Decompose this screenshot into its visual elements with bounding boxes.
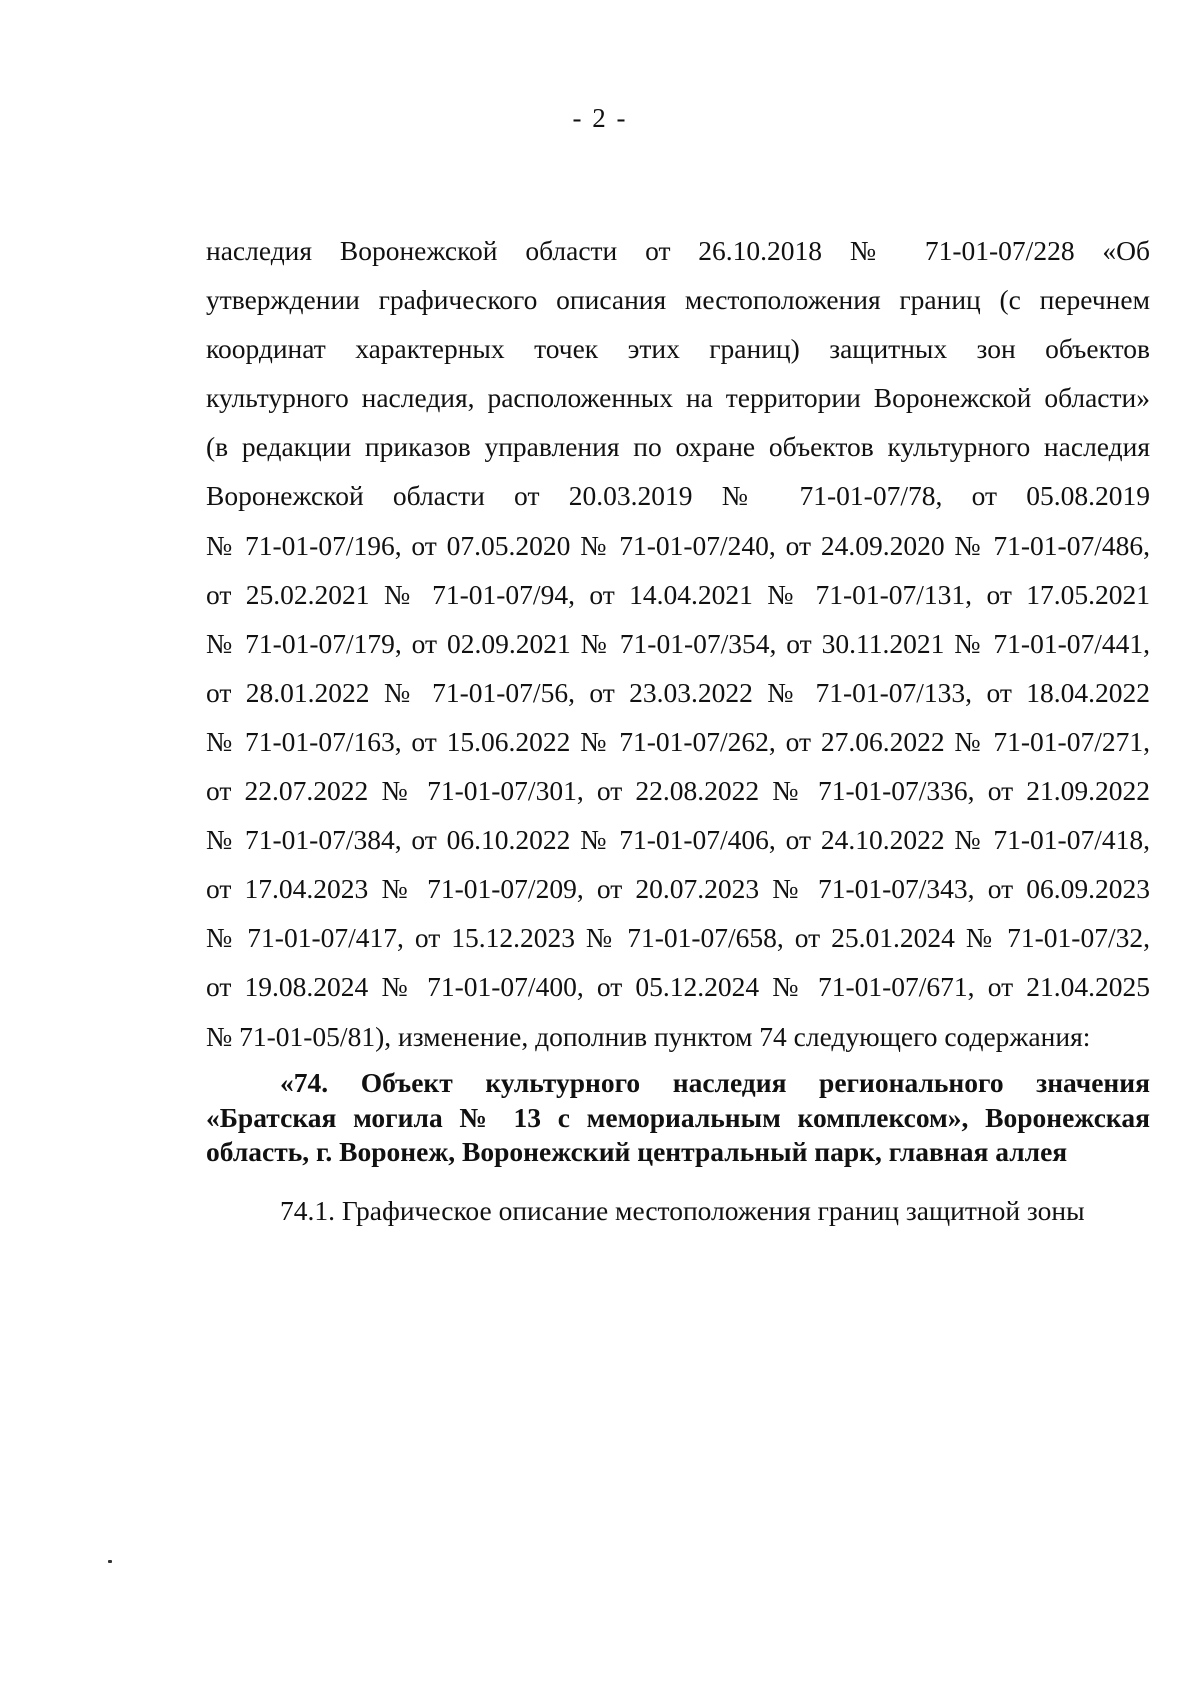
body-line: Воронежской области от 20.03.2019 № 71-01-07/78, от 05.08.2019 [206,480,1150,512]
heading-line: «Братская могила № 13 с мемориальным комплексом», Воронежская [206,1101,1150,1133]
body-line: координат характерных точек этих границ) защитных зон объектов [206,333,1150,365]
body-line: № 71-01-07/179, от 02.09.2021 № 71-01-07/354, от 30.11.2021 № 71-01-07/441, [206,627,1150,659]
body-line: от 17.04.2023 № 71-01-07/209, от 20.07.2023 № 71-01-07/343, от 06.09.2023 [206,873,1150,905]
body-paragraph [206,226,1150,1061]
subitem-74-1: 74.1. Графическое описание местоположения границ защитной зоны [280,1195,1085,1226]
page-number: - 2 - [572,103,628,133]
scan-artifact [108,1560,112,1563]
heading-line: область, г. Воронеж, Воронежский центральный парк, главная аллея [206,1136,1068,1167]
body-line: от 25.02.2021 № 71-01-07/94, от 14.04.2021 № 71-01-07/131, от 17.05.2021 [206,578,1150,610]
body-line: от 28.01.2022 № 71-01-07/56, от 23.03.2022 № 71-01-07/133, от 18.04.2022 [206,676,1150,708]
body-line: № 71-01-07/384, от 06.10.2022 № 71-01-07/406, от 24.10.2022 № 71-01-07/418, [206,824,1150,856]
body-line: № 71-01-07/196, от 07.05.2020 № 71-01-07/240, от 24.09.2020 № 71-01-07/486, [206,529,1150,561]
body-line: № 71-01-07/163, от 15.06.2022 № 71-01-07/262, от 27.06.2022 № 71-01-07/271, [206,725,1150,757]
body-line: № 71-01-07/417, от 15.12.2023 № 71-01-07/658, от 25.01.2024 № 71-01-07/32, [206,922,1150,954]
body-line: культурного наследия, расположенных на территории Воронежской области» [206,382,1150,414]
body-line: утверждении графического описания местоположения границ (с перечнем [206,284,1150,316]
body-line: от 19.08.2024 № 71-01-07/400, от 05.12.2024 № 71-01-07/671, от 21.04.2025 [206,971,1150,1003]
body-line: наследия Воронежской области от 26.10.2018 № 71-01-07/228 «Об [206,235,1150,266]
body-line: (в редакции приказов управления по охране объектов культурного наследия [206,431,1150,463]
body-line: от 22.07.2022 № 71-01-07/301, от 22.08.2022 № 71-01-07/336, от 21.09.2022 [206,775,1150,807]
body-line: № 71-01-05/81), изменение, дополнив пунктом 74 следующего содержания: [206,1020,1091,1052]
item-74-heading [206,1066,1150,1170]
heading-line: «74. Объект культурного наследия регионального значения [280,1067,1150,1098]
